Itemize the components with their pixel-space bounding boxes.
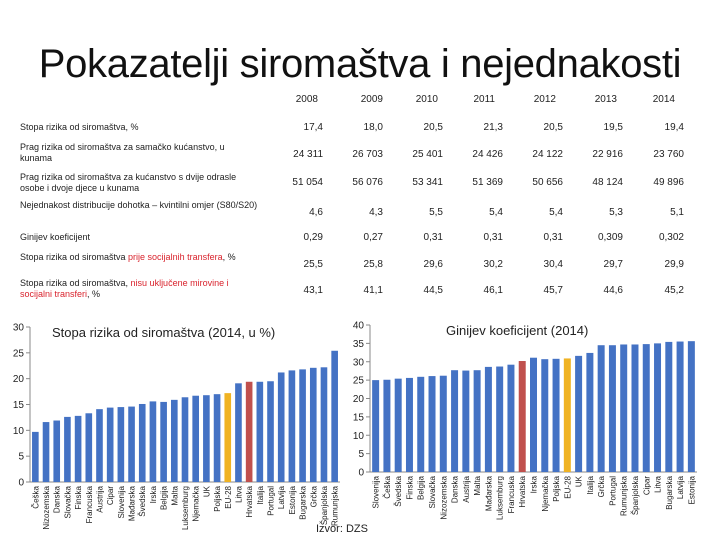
bar [139, 404, 146, 482]
x-tick-label: EU-28 [563, 476, 573, 499]
x-tick-label: Italija [585, 476, 595, 495]
x-tick-label: Irska [148, 486, 158, 504]
bar [118, 407, 125, 482]
gini-coefficient-chart [345, 315, 700, 540]
bar [688, 341, 695, 472]
x-tick-label: Estonija [287, 486, 297, 515]
x-tick-label: Bugarska [664, 476, 674, 510]
y-tick-label: 15 [352, 412, 364, 424]
y-tick-label: 25 [352, 375, 364, 387]
table-cell: 5,4 [489, 207, 503, 218]
x-tick-label: Njemačka [191, 486, 201, 522]
table-cell: 43,1 [303, 285, 323, 296]
y-tick-label: 5 [18, 451, 24, 463]
row-label-text: Stopa rizika od siromaštva, [20, 278, 131, 288]
table-cell: 48 124 [592, 177, 623, 188]
bar [43, 422, 50, 482]
table-cell: 26 703 [352, 149, 383, 160]
x-tick-label: Švedska [394, 476, 404, 507]
x-tick-label: Francuska [84, 486, 94, 524]
bar [677, 342, 684, 472]
table-cell: 0,302 [658, 232, 684, 243]
x-tick-label: Litva [653, 476, 663, 493]
bar [598, 345, 605, 472]
y-tick-label: 0 [18, 477, 24, 489]
year-header: 2009 [360, 94, 383, 105]
x-tick-label: Austrija [461, 476, 471, 503]
table-cell: 24 426 [472, 149, 503, 160]
bar [235, 383, 242, 482]
bar [321, 367, 328, 482]
x-tick-label: Cipar [106, 486, 116, 506]
row-label [20, 252, 258, 263]
x-tick-label: Irska [529, 476, 539, 494]
table-cell: 21,3 [483, 122, 503, 133]
row-label: Stopa rizika od siromaštva, % [20, 122, 139, 132]
x-tick-label: Mađarska [484, 476, 494, 512]
table-cell: 19,5 [603, 122, 623, 133]
bar [182, 397, 189, 482]
bar [519, 361, 526, 472]
x-tick-label: Litva [234, 486, 244, 503]
y-tick-label: 25 [12, 348, 24, 360]
row-label-text: , % [87, 289, 101, 299]
table-cell: 5,3 [609, 207, 623, 218]
bar [507, 365, 514, 472]
bar [564, 358, 571, 472]
table-cell: 45,2 [664, 285, 684, 296]
poverty-rate-chart [0, 315, 345, 540]
bar [96, 409, 103, 482]
y-tick-label: 35 [352, 338, 364, 350]
y-tick-label: 15 [12, 400, 24, 411]
x-tick-label: Italija [255, 486, 265, 505]
x-tick-label: Hrvatska [518, 476, 528, 508]
table-cell: 4,3 [369, 207, 383, 218]
bar [575, 356, 582, 472]
x-tick-label: Malta [473, 476, 483, 496]
y-tick-label: 20 [352, 394, 364, 405]
x-tick-label: Estonija [687, 476, 697, 505]
x-tick-label: Španjolska [319, 486, 329, 526]
row-label: Nejednakost distribucije dohotka – kvintilni omjer (S80/S20) [20, 200, 258, 210]
table-cell: 0,309 [597, 232, 623, 243]
table-cell: 51 054 [292, 177, 323, 188]
table-cell: 46,1 [483, 285, 503, 296]
table-cell: 20,5 [543, 122, 563, 133]
bar [665, 342, 672, 472]
table-cell: 25,5 [303, 259, 323, 270]
table-cell: 0,31 [483, 232, 503, 243]
y-tick-label: 10 [12, 425, 24, 437]
bar [203, 395, 210, 482]
bar [310, 368, 317, 482]
table-cell: 5,5 [429, 207, 443, 218]
bar [530, 358, 537, 472]
table-cell: 24 311 [293, 149, 323, 160]
bar [85, 413, 92, 482]
bar [267, 381, 274, 482]
x-tick-label: Finska [74, 486, 84, 510]
table-cell: 5,1 [670, 207, 684, 218]
x-tick-label: Belgija [416, 476, 426, 501]
row-label-highlight: prije socijalnih transfera [128, 252, 223, 262]
bar [278, 372, 285, 482]
table-cell: 0,31 [543, 232, 563, 243]
table-cell: 30,4 [543, 259, 563, 270]
x-tick-label: Švedska [138, 486, 148, 517]
x-tick-label: Francuska [506, 476, 516, 514]
table-cell: 44,6 [603, 285, 623, 296]
x-tick-label: Belgija [159, 486, 169, 511]
x-tick-label: Grčka [309, 486, 319, 508]
row-label-text: Stopa rizika od siromaštva [20, 252, 129, 262]
table-cell: 0,27 [363, 232, 383, 243]
x-tick-label: Nizozemska [42, 486, 52, 530]
bar [440, 376, 447, 472]
y-tick-label: 10 [352, 430, 364, 442]
x-tick-label: EU-28 [223, 486, 233, 509]
table-cell: 51 369 [472, 177, 503, 188]
x-tick-label: Latvija [277, 486, 287, 510]
bar [289, 370, 296, 482]
x-tick-label: Grčka [597, 476, 607, 498]
x-tick-label: Španjolska [630, 476, 640, 516]
x-tick-label: Danska [450, 476, 460, 504]
x-tick-label: Poljska [552, 476, 562, 502]
bar [553, 359, 560, 472]
x-tick-label: Cipar [642, 476, 652, 496]
x-tick-label: Finska [405, 476, 415, 500]
table-cell: 29,9 [664, 259, 684, 270]
y-tick-label: 20 [12, 374, 24, 386]
chart-title-poverty: Stopa rizika od siromaštva (2014, u %) [52, 325, 276, 340]
table-cell: 50 656 [532, 177, 563, 188]
table-cell: 24 122 [532, 149, 563, 160]
x-tick-label: Danska [52, 486, 62, 514]
bar [32, 432, 39, 482]
table-cell: 30,2 [483, 259, 503, 270]
x-tick-label: Portugal [266, 486, 276, 516]
row-label [20, 278, 258, 300]
row-label: Ginijev koeficijent [20, 232, 91, 242]
source-note: Izvor: DZS [316, 523, 368, 535]
table-cell: 20,5 [423, 122, 443, 133]
bar [299, 369, 306, 482]
table-cell: 4,6 [309, 207, 323, 218]
bar [429, 376, 436, 472]
bar [214, 394, 221, 482]
x-tick-label: Luksemburg [181, 486, 190, 531]
bar [64, 417, 71, 482]
bar [192, 396, 199, 482]
table-cell: 45,7 [543, 285, 563, 296]
year-header: 2013 [594, 94, 617, 105]
x-tick-label: UK [574, 476, 584, 488]
x-tick-label: Češka [31, 486, 41, 509]
table-cell: 41,1 [363, 285, 383, 296]
table-cell: 18,0 [363, 122, 383, 133]
bar [462, 371, 469, 472]
year-header: 2014 [652, 94, 675, 105]
bar [383, 380, 390, 472]
x-tick-label: Slovačka [63, 486, 73, 519]
y-tick-label: 5 [358, 449, 364, 461]
table-cell: 0,31 [423, 232, 443, 243]
bar [496, 367, 503, 472]
table-cell: 25 401 [412, 149, 443, 160]
x-tick-label: Slovenija [371, 476, 381, 509]
x-tick-label: Rumunjska [330, 486, 340, 527]
x-tick-label: Njemačka [540, 476, 550, 512]
bar [75, 416, 82, 482]
x-tick-label: Hrvatska [245, 486, 255, 518]
bar [171, 400, 178, 482]
bar [643, 344, 650, 472]
bar [107, 408, 114, 482]
row-label: Prag rizika od siromaštva za samačko kućanstvo, u kunama [20, 142, 225, 163]
bar [150, 401, 157, 482]
table-cell: 5,4 [549, 207, 563, 218]
x-tick-label: Malta [170, 486, 180, 506]
table-cell: 25,8 [363, 259, 383, 270]
x-tick-label: Slovenija [116, 486, 126, 519]
table-cell: 22 916 [592, 149, 623, 160]
bar [128, 407, 135, 482]
x-tick-label: Austrija [95, 486, 105, 513]
year-header: 2008 [295, 94, 318, 105]
row-label-highlight: nisu uključene mirovine i socijalni transferi [20, 278, 229, 299]
bar [224, 393, 231, 482]
x-tick-label: Rumunjska [619, 476, 629, 517]
bar [406, 378, 413, 472]
bar [331, 351, 338, 482]
bar [53, 421, 60, 482]
x-tick-label: Bugarska [298, 486, 308, 520]
x-tick-label: Češka [382, 476, 392, 499]
table-cell: 44,5 [423, 285, 443, 296]
table-cell: 0,29 [303, 232, 323, 243]
table-cell: 56 076 [352, 177, 383, 188]
year-header: 2012 [533, 94, 556, 105]
bar [609, 345, 616, 472]
table-cell: 23 760 [653, 149, 684, 160]
x-tick-label: Luksemburg [495, 476, 505, 521]
row-label-text: , % [222, 252, 236, 262]
x-tick-label: Portugal [608, 476, 618, 506]
bar [586, 353, 593, 472]
table-cell: 19,4 [664, 122, 684, 133]
year-header: 2010 [415, 94, 438, 105]
bar [246, 382, 253, 482]
table-cell: 29,6 [423, 259, 443, 270]
bar [474, 370, 481, 472]
bar [620, 344, 627, 472]
table-cell: 53 341 [412, 177, 443, 188]
y-tick-label: 30 [352, 357, 364, 369]
row-label: Prag rizika od siromaštva za kućanstvo s dvije odrasle osobe i dvoje djece u kunama [20, 172, 237, 193]
x-tick-label: Slovačka [428, 476, 438, 509]
y-tick-label: 30 [12, 322, 24, 334]
y-tick-label: 0 [358, 467, 364, 479]
bar [631, 344, 638, 472]
table-cell: 49 896 [653, 177, 684, 188]
x-tick-label: Latvija [676, 476, 686, 500]
x-tick-label: Mađarska [127, 486, 137, 522]
bar [160, 402, 167, 482]
chart-title-gini: Ginijev koeficijent (2014) [446, 323, 589, 338]
bar [395, 379, 402, 472]
bar [417, 377, 424, 472]
y-tick-label: 40 [352, 320, 364, 332]
bar [485, 367, 492, 472]
bar [372, 380, 379, 472]
year-header: 2011 [473, 94, 495, 105]
table-cell: 17,4 [303, 122, 323, 133]
table-cell: 29,7 [603, 259, 623, 270]
x-tick-label: Nizozemska [439, 476, 449, 520]
bar [654, 343, 661, 472]
bar [451, 370, 458, 472]
page-title: Pokazatelji siromaštva i nejednakosti [38, 42, 682, 86]
x-tick-label: Poljska [213, 486, 223, 512]
x-tick-label: UK [202, 486, 212, 498]
bar [257, 382, 264, 482]
bar [541, 359, 548, 472]
